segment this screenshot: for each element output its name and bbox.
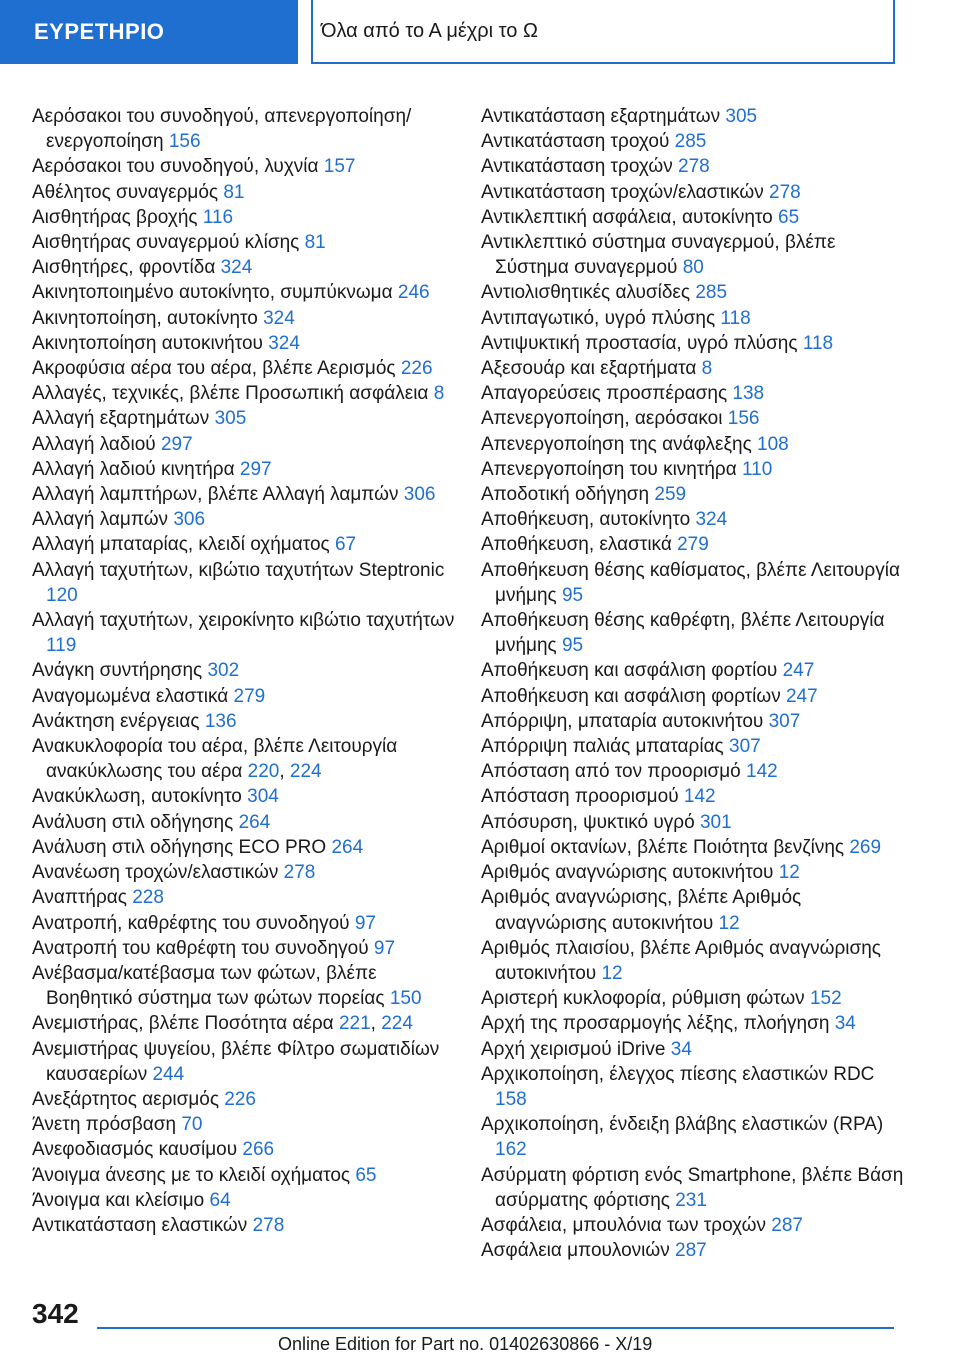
index-entry [481,936,911,986]
index-entry [32,558,462,608]
index-entry [32,961,462,1011]
index-entry: Ανεμιστήρας, βλέπε Ποσότητα αέρα 221, 224 [32,1013,413,1035]
section-subtitle: Όλα από το Α μέχρι το Ω [321,19,538,42]
index-entry [32,885,462,910]
index-entry [481,608,911,658]
index-entry-term: Αντιψυκτική προστασία, υγρό πλύσης [481,332,798,354]
index-entry-term: Απενεργοποίηση της ανάφλεξης [481,433,752,455]
index-page-link[interactable]: 324 [268,332,300,354]
index-entry-term: Απόσταση προορισμού [481,786,679,808]
index-page-link[interactable]: 278 [283,862,316,884]
index-page-link[interactable]: 120 [46,584,78,606]
index-entry [481,1062,911,1112]
index-page-link[interactable]: 264 [331,836,364,858]
index-entry [32,180,462,205]
index-entry [481,129,911,154]
index-entry-term: Αλλαγή μπαταρίας, κλειδί οχήματος [32,534,330,556]
index-page-link[interactable]: 81 [223,181,245,203]
index-page-link[interactable]: 269 [849,836,882,858]
index-page-link[interactable]: 142 [683,786,716,808]
index-entry-term: Αλλαγή ταχυτήτων, χειροκίνητο κιβώτιο ταχυτήτων [32,610,455,632]
index-page-link[interactable]: 80 [682,257,704,279]
index-entry-term: Αντικλεπτική ασφάλεια, αυτοκίνητο [481,206,773,228]
index-entry [481,230,911,280]
index-entry [481,154,911,179]
index-entry-term: Ακινητοποιημένο αυτοκίνητο, συμπύκνωμα [32,282,393,304]
index-entry [32,306,462,331]
index-entry-term: Αρχικοποίηση, ένδειξη βλάβης ελαστικών (RPA) [481,1114,884,1136]
index-entry-term: Ανακύκλωση, αυτοκίνητο [32,786,242,808]
index-entry [32,608,462,658]
index-page-link[interactable]: 157 [323,156,356,178]
index-entry [481,280,911,305]
index-entry [481,709,911,734]
index-page-link[interactable]: 8 [701,358,713,380]
index-page-link[interactable]: 158 [495,1088,527,1110]
index-entry [481,784,911,809]
index-page-link[interactable]: 279 [233,685,266,707]
index-column-right [481,104,911,1263]
index-entry [481,482,911,507]
index-entry [32,230,462,255]
index-entry [32,457,462,482]
index-page-link[interactable]: 324 [695,509,728,531]
index-page-link[interactable]: 119 [46,635,77,657]
index-page-link[interactable]: 231 [675,1189,707,1211]
index-page-link[interactable]: 12 [718,912,740,934]
footer-edition: Online Edition for Part no. 01402630866 - X/19 [278,1334,653,1354]
index-entry-term: Αλλαγή λαμπών [32,509,169,531]
index-entry [32,1137,462,1162]
index-page-link[interactable]: 301 [699,811,732,833]
index-entry-term: Αλλαγή λαδιού κινητήρα [32,458,235,480]
index-page-link[interactable]: 279 [677,534,709,556]
index-page-link[interactable]: 220 [247,761,280,783]
index-entry-term: Αλλαγή ταχυτήτων, κιβώτιο ταχυτήτων Steptronic [32,559,445,581]
index-page-link[interactable]: 287 [675,1240,707,1262]
index-entry [32,1087,462,1112]
index-page-link[interactable]: 65 [355,1164,377,1186]
index-page-link[interactable]: 306 [173,509,206,531]
index-entry-term: Αντικατάσταση τροχών/ελαστικών [481,181,764,203]
index-entry [481,885,911,935]
index-page-link[interactable]: 247 [785,685,818,707]
index-entry [481,1011,911,1036]
index-page-link[interactable]: 152 [809,988,842,1010]
index-entry-term: Απόσταση από τον προορισμό [481,761,741,783]
index-entry-term: Άνετη πρόσβαση [32,1114,177,1136]
index-entry [32,482,462,507]
index-page-link[interactable]: 297 [160,433,193,455]
index-entry [32,784,462,809]
index-entry-term: Ανεμιστήρας, βλέπε Ποσότητα αέρα [32,1013,334,1035]
index-entry-term: Ανάγκη συντήρησης [32,660,203,682]
index-page-link[interactable]: 67 [334,534,357,556]
index-entry-term: Αρχή χειρισμού iDrive [481,1038,666,1060]
index-entry [32,507,462,532]
index-entry [32,709,462,734]
index-page-link[interactable]: 95 [561,635,584,657]
index-entry-term: Άνοιγμα άνεσης με το κλειδί οχήματος [32,1164,351,1186]
index-entry [481,532,911,557]
index-entry-term: Αερόσακοι του συνοδηγού, απενεργοποίηση/ενεργοποίηση [32,106,412,153]
index-page-link[interactable]: 64 [209,1189,231,1211]
index-entry [32,331,462,356]
index-entry-term: Ακινητοποίηση, αυτοκίνητο [32,307,258,329]
index-page-link[interactable]: 116 [202,206,234,228]
index-entry-term: Αρχικοποίηση, έλεγχος πίεσης ελαστικών RDC [481,1063,875,1085]
index-entry [481,406,911,431]
index-page-link[interactable]: 110 [742,458,773,480]
index-entry [481,810,911,835]
index-page-link[interactable]: 108 [757,433,789,455]
index-entry-term: Αντικατάσταση τροχών [481,156,673,178]
index-entry [481,986,911,1011]
page-number: 342 [32,1298,79,1329]
index-entry-term: Ανανέωση τροχών/ελαστικών [32,862,279,884]
index-entry [32,356,462,381]
index-entry [481,432,911,457]
index-page-link[interactable]: 324 [220,257,253,279]
index-entry-term: Αποθήκευση και ασφάλιση φορτίων [481,685,781,707]
index-page-link[interactable]: 305 [725,106,758,127]
index-page-link[interactable]: 34 [670,1038,692,1060]
index-entry [32,381,462,406]
index-entry [32,835,462,860]
section-label: ΕΥΡΕΤΗΡΙΟ [34,19,165,44]
index-entry-term: Απόρριψη, μπαταρία αυτοκινήτου [481,710,764,732]
index-entry-term: Αλλαγές, τεχνικές, βλέπε Προσωπική ασφάλεια [32,383,429,405]
index-page-link[interactable]: 156 [168,131,201,153]
index-entry [32,432,462,457]
index-page-link[interactable]: 70 [181,1114,203,1136]
index-entry-term: Αποθήκευση, αυτοκίνητο [481,509,691,531]
index-page-link[interactable]: 138 [732,383,765,405]
index-entry [32,1188,462,1213]
index-page-link[interactable]: 95 [561,584,584,606]
index-entry [32,658,462,683]
index-entry-term: Αποδοτική οδήγηση [481,484,650,506]
section-subtitle-box [311,0,895,64]
index-entry [481,734,911,759]
index-entry-term: Ακινητοποίηση αυτοκινήτου [32,332,263,354]
index-entry [481,860,911,885]
index-entry-term: Αναγομωμένα ελαστικά [32,685,229,707]
index-page-link[interactable]: 305 [214,408,247,430]
index-entry-term: Αποθήκευση θέσης καθίσματος, βλέπε Λειτουργία μνήμης [481,559,900,606]
index-entry-term: Αντικλεπτικό σύστημα συναγερμού, βλέπε Σύστημα συναγερμού [481,232,836,279]
index-page-link[interactable]: 81 [304,232,326,254]
index-entry [481,684,911,709]
index-page-link[interactable]: 246 [397,282,430,304]
index-entry-term: Ανατροπή, καθρέφτης του συνοδηγού [32,912,350,934]
index-entry-term: Αλλαγή λαμπτήρων, βλέπε Αλλαγή λαμπών [32,484,399,506]
index-page-link[interactable]: 34 [834,1013,856,1035]
index-entry-term: Αριθμός πλαισίου, βλέπε Αριθμός αναγνώρισης αυτοκινήτου [481,937,881,984]
index-entry [32,911,462,936]
index-entry-term: Αισθητήρας συναγερμού κλίσης [32,232,300,254]
index-page-link[interactable]: 307 [729,736,761,758]
index-entry-term: Ανεφοδιασμός καυσίμου [32,1139,238,1161]
index-entry [32,936,462,961]
index-entry-term: Απενεργοποίηση, αερόσακοι [481,408,723,430]
index-entry-term: Απόσυρση, ψυκτικό υγρό [481,811,695,833]
index-page-link[interactable]: 324 [263,307,295,329]
index-page-link[interactable]: 156 [727,408,760,430]
index-page-link[interactable]: 118 [802,332,834,354]
index-entry [481,356,911,381]
index-entry-term: Απόρριψη παλιάς μπαταρίας [481,736,724,758]
index-entry [32,104,462,154]
index-page-link[interactable]: 97 [354,912,376,934]
index-entry [481,658,911,683]
index-entry-term: Αντικατάσταση τροχού [481,131,670,153]
index-entry-term: Αριθμοί οκτανίων, βλέπε Ποιότητα βενζίνης [481,836,845,858]
index-entry [32,1163,462,1188]
index-entry [32,810,462,835]
index-entry-term: Αποθήκευση, ελαστικά [481,534,672,556]
index-page-link[interactable]: 136 [204,710,237,732]
footer-divider [97,1327,894,1329]
index-page-link[interactable]: 224 [289,761,322,783]
index-entry-term: Αριθμός αναγνώρισης, βλέπε Αριθμός αναγνώρισης αυτοκινήτου [481,887,802,934]
index-entry-term: Αντιπαγωτικό, υγρό πλύσης [481,307,716,329]
index-entry-term: Απαγορεύσεις προσπέρασης [481,383,728,405]
index-page-link[interactable]: 278 [252,1214,285,1236]
index-entry-term: Ανεξάρτητος αερισμός [32,1088,220,1110]
index-entry [32,684,462,709]
index-entry [32,860,462,885]
index-entry-term: Αρχή της προσαρμογής λέξης, πλοήγηση [481,1013,830,1035]
index-page-link[interactable]: 307 [768,710,801,732]
index-entry-term: Αλλαγή λαδιού [32,433,156,455]
index-entry [481,180,911,205]
section-tab [0,0,298,64]
index-page-link[interactable]: 285 [695,282,728,304]
index-entry [481,558,911,608]
index-entry [481,1238,911,1263]
index-entry [32,406,462,431]
index-entry-term: Αλλαγή εξαρτημάτων [32,408,210,430]
index-entry-term: Ασύρματη φόρτιση ενός Smartphone, βλέπε Βάση ασύρματης φόρτισης [481,1164,904,1211]
index-page-link[interactable]: 97 [373,937,396,959]
index-page-link[interactable]: 162 [495,1139,527,1161]
index-entry-term: Ανακυκλοφορία του αέρα, βλέπε Λειτουργία ανακύκλωσης του αέρα [32,736,398,783]
index-page-link[interactable]: 226 [400,358,433,380]
index-page-link[interactable]: 65 [778,206,800,228]
index-entry-term: Αντικατάσταση ελαστικών [32,1214,248,1236]
index-entry-term: Αντικατάσταση εξαρτημάτων [481,106,721,127]
index-page-link[interactable]: 297 [239,458,272,480]
index-entry [481,1112,911,1162]
index-page-link[interactable]: 228 [132,887,164,909]
index-page-link[interactable]: 304 [247,786,279,808]
index-page-link[interactable]: 287 [771,1214,803,1236]
index-column-left [32,104,462,1238]
index-page-link[interactable]: 259 [654,484,687,506]
index-entry [481,457,911,482]
index-page-link[interactable]: 150 [389,988,422,1010]
index-entry [481,835,911,860]
index-entry [481,1037,911,1062]
index-entry [481,331,911,356]
index-entry-term: Αναπτήρας [32,887,127,909]
index-entry-term: Αθέλητος συναγερμός [32,181,219,203]
index-entry [481,205,911,230]
index-entry-term: Αποθήκευση και ασφάλιση φορτίου [481,660,778,682]
index-page-link[interactable]: 12 [778,862,800,884]
index-entry-term: Αισθητήρας βροχής [32,206,198,228]
index-entry-term: Αποθήκευση θέσης καθρέφτη, βλέπε Λειτουργία μνήμης [481,610,885,657]
index-entry [32,1112,462,1137]
index-page-link[interactable]: 285 [674,131,707,153]
index-page-link[interactable]: 264 [238,811,271,833]
index-entry [32,532,462,557]
index-entry [481,104,911,129]
index-entry [481,306,911,331]
index-entry-term: Ανατροπή του καθρέφτη του συνοδηγού [32,937,369,959]
index-entry [481,507,911,532]
index-page-link[interactable]: 8 [433,383,445,405]
index-entry-term: Αξεσουάρ και εξαρτήματα [481,358,697,380]
index-entry-term: Ανάλυση στιλ οδήγησης [32,811,234,833]
index-page-link[interactable]: 302 [207,660,240,682]
index-entry [32,1213,462,1238]
index-entry-term: Αισθητήρες, φροντίδα [32,257,216,279]
index-page-link[interactable]: 247 [782,660,815,682]
index-page-link[interactable]: 221 [338,1013,371,1035]
index-entry [32,205,462,230]
index-entry-term: Ανέβασμα/κατέβασμα των φώτων, βλέπε Βοηθητικό σύστημα των φώτων πορείας [32,962,385,1010]
index-page-link[interactable]: 306 [403,484,436,506]
index-page-link[interactable]: 12 [601,962,623,984]
index-entry-term: Αριθμός αναγνώρισης αυτοκινήτου [481,862,774,884]
index-entry-term: Ασφάλεια μπουλονιών [481,1240,670,1262]
index-entry-term: Ασφάλεια, μπουλόνια των τροχών [481,1214,766,1236]
index-entry [32,1037,462,1087]
index-entry [32,154,462,179]
index-entry [481,1163,911,1213]
index-page-link[interactable]: 118 [720,307,751,329]
index-page-link[interactable]: 244 [152,1063,185,1085]
index-entry-term: Απενεργοποίηση του κινητήρα [481,458,737,480]
index-page-link[interactable]: 226 [224,1088,256,1110]
index-page-link[interactable]: 266 [242,1139,275,1161]
index-entry-term: Ανάκτηση ενέργειας [32,710,200,732]
index-page-link[interactable]: 142 [746,761,778,783]
index-entry: Ανακυκλοφορία του αέρα, βλέπε Λειτουργία ανακύκλωσης του αέρα 220, 224 [32,736,398,783]
index-entry [481,381,911,406]
index-entry [481,1213,911,1238]
index-entry [32,280,462,305]
index-entry-term: Αριστερή κυκλοφορία, ρύθμιση φώτων [481,988,805,1010]
index-entry-term: Αερόσακοι του συνοδηγού, λυχνία [32,156,319,178]
index-entry-term: Ακροφύσια αέρα του αέρα, βλέπε Αερισμός [32,358,396,380]
index-entry [32,255,462,280]
index-entry-term: Ανάλυση στιλ οδήγησης ECO PRO [32,836,327,858]
index-page-link[interactable]: 278 [678,156,710,178]
index-entry-term: Αντιολισθητικές αλυσίδες [481,282,691,304]
index-entry [481,759,911,784]
index-entry-term: Άνοιγμα και κλείσιμο [32,1189,205,1211]
index-page-link[interactable]: 224 [381,1013,413,1035]
index-entry-term: Ανεμιστήρας ψυγείου, βλέπε Φίλτρο σωματιδίων καυσαερίων [32,1038,440,1085]
index-page-link[interactable]: 278 [769,181,801,203]
